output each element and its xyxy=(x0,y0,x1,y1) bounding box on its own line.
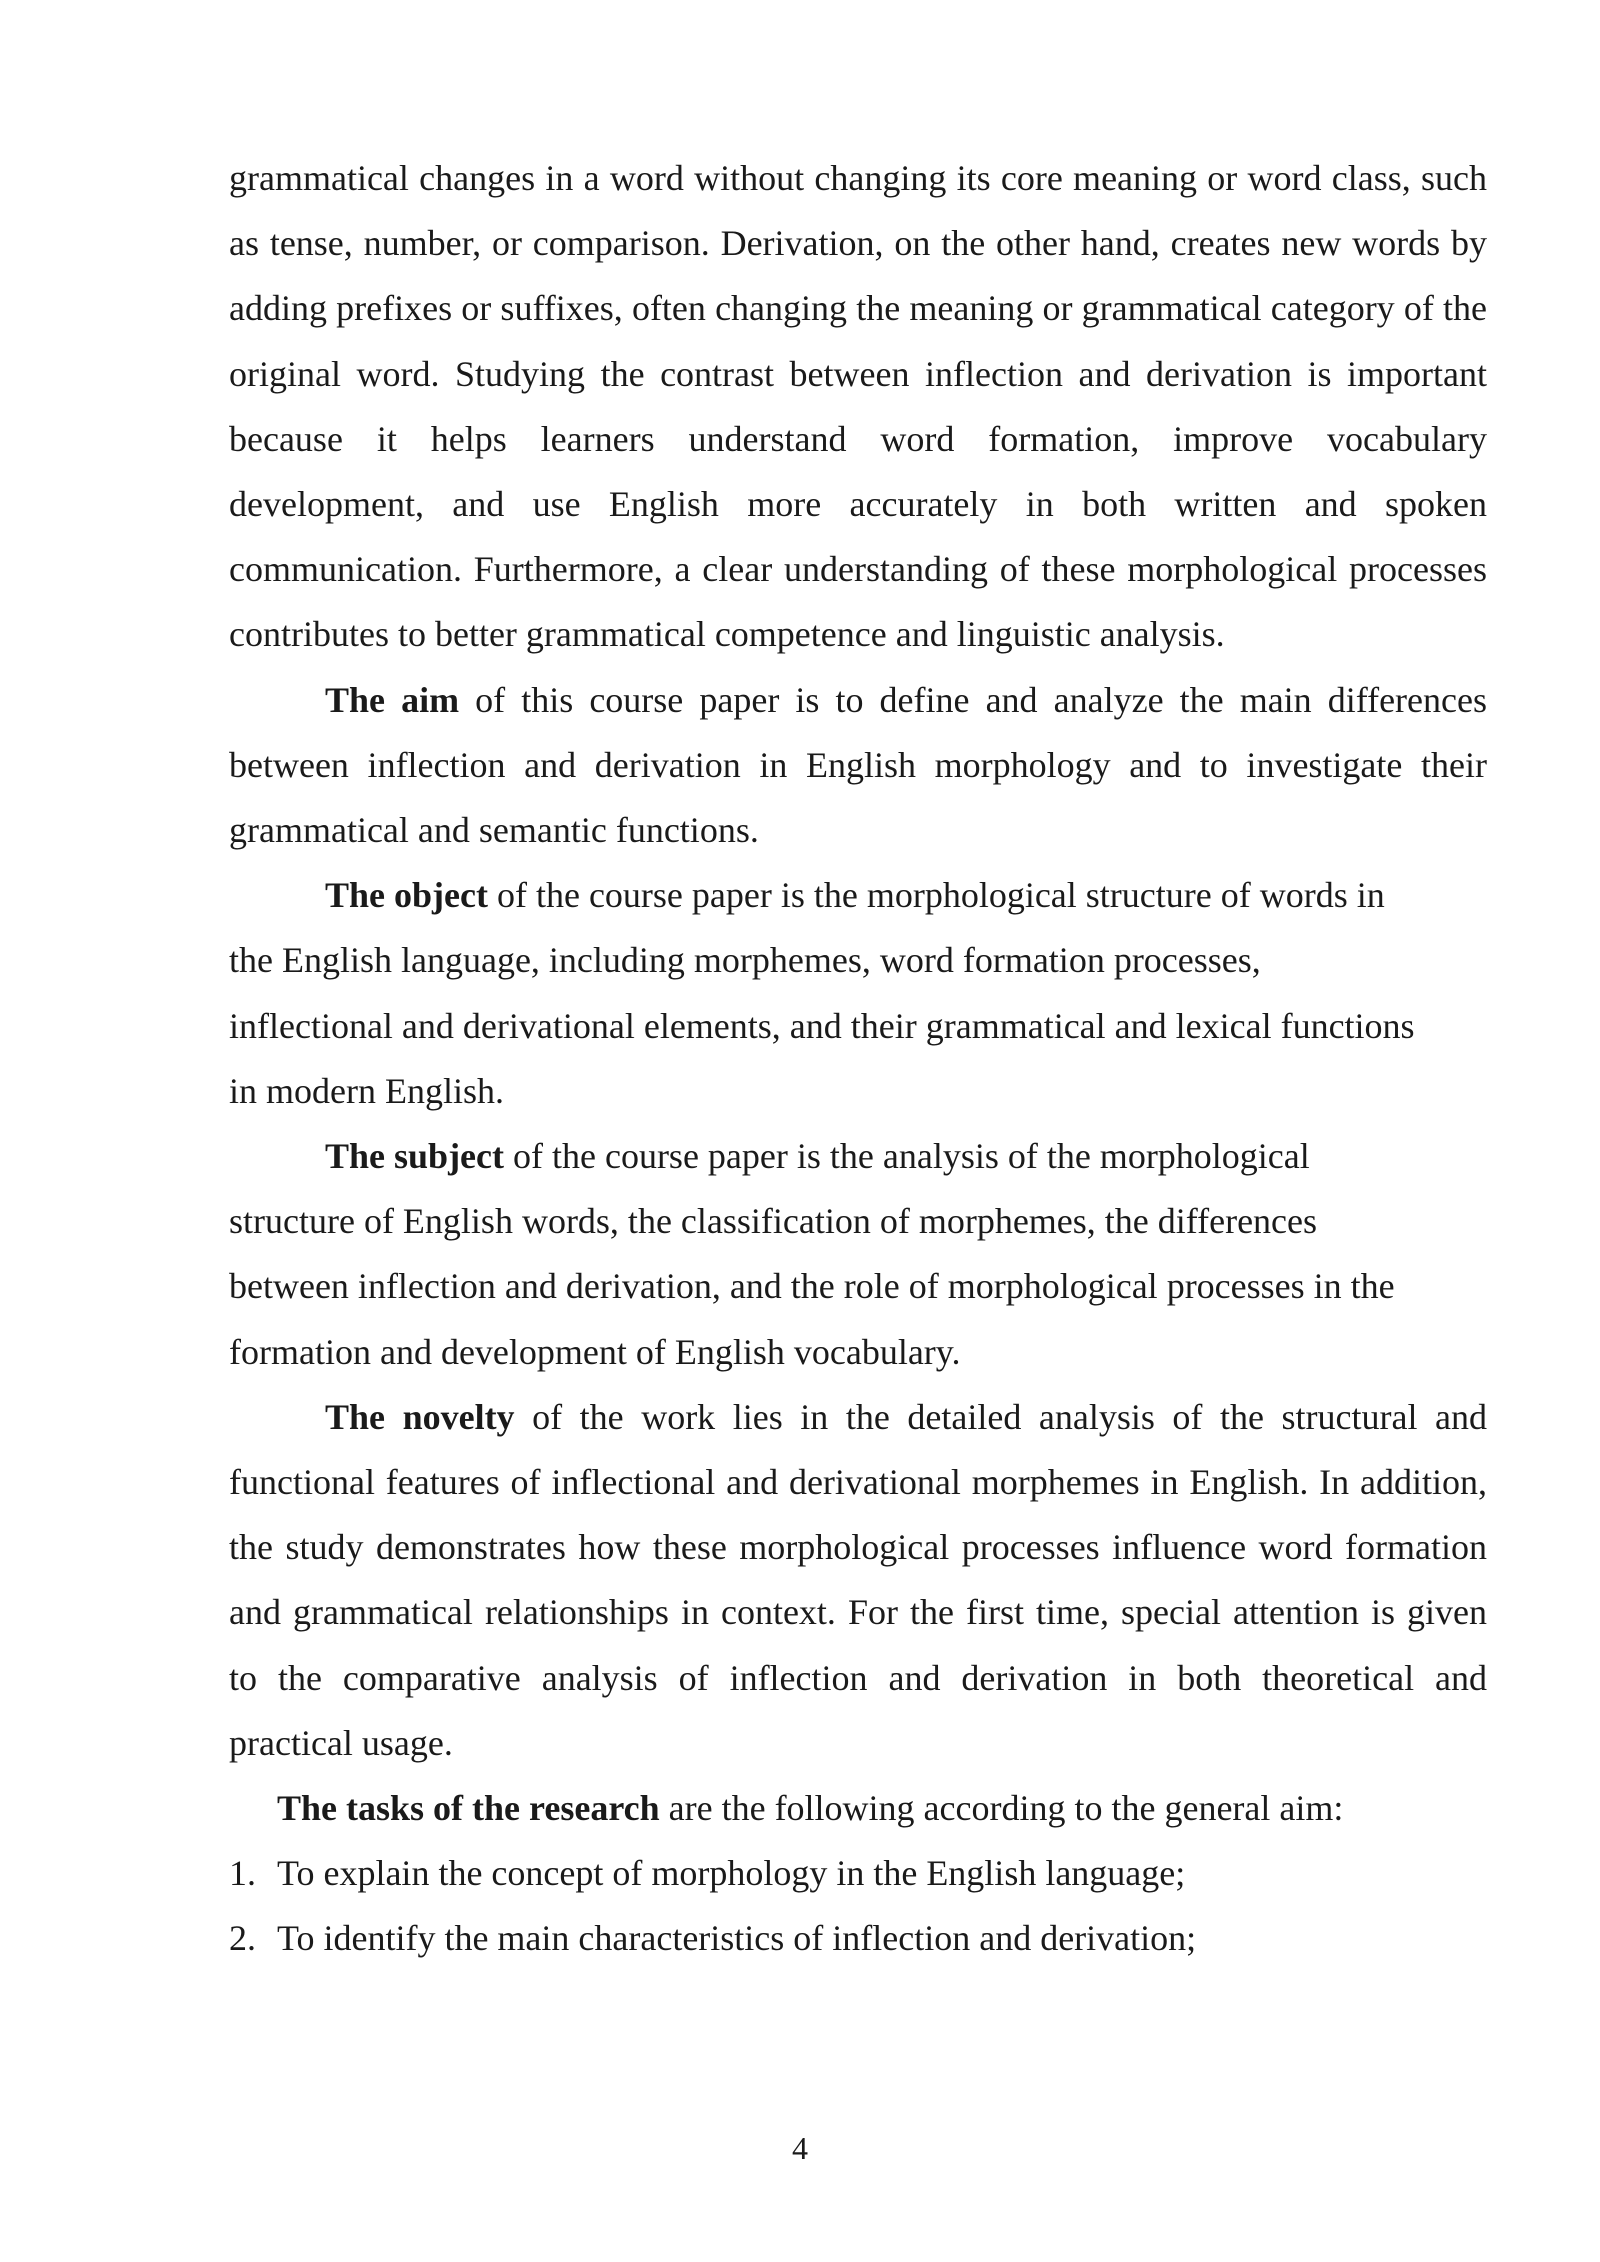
tasks-label: The tasks of the research xyxy=(277,1788,660,1829)
novelty-text: of the work lies in the detailed analysis of the structural and functional features of inflectional and derivational morphemes in English. In addition, the study demonstrates how these morphological processes influence word formation and grammatical relationships in context. For the first time, special attention is given to the comparative analysis of inflection and derivation in both theoretical and practical usage. xyxy=(229,1396,1487,1763)
novelty-label: The novelty xyxy=(325,1396,515,1437)
object-text-line: the English language, including morphemes, word formation processes, xyxy=(229,940,1261,981)
novelty-paragraph xyxy=(229,1385,1487,1776)
aim-label: The aim xyxy=(325,679,460,720)
subject-text-line: between inflection and derivation, and the role of morphological processes in the xyxy=(229,1266,1395,1307)
object-paragraph xyxy=(229,863,1487,1124)
object-text-line: inflectional and derivational elements, and their grammatical and lexical functions xyxy=(229,1005,1415,1046)
aim-paragraph xyxy=(229,668,1487,864)
object-label: The object xyxy=(325,875,488,916)
list-item xyxy=(229,1841,1487,1906)
aim-text: of this course paper is to define and analyze the main differences between inflection and derivation in English morphology and to investigate their grammatical and semantic functions. xyxy=(229,679,1487,851)
list-item xyxy=(229,1906,1487,1971)
page-body xyxy=(229,146,1487,1972)
intro-continuation-paragraph: grammatical changes in a word without changing its core meaning or word class, such as tense, number, or comparison. Derivation, on the other hand, creates new words by adding prefixes or suffixes, often changing the meaning or grammatical category of the original word. Studying the contrast between inflection and derivation is important because it helps learners understand word formation, improve vocabulary development, and use English more accurately in both written and spoken communication. Furthermore, a clear understanding of these morphological processes contributes to better grammatical competence and linguistic analysis. xyxy=(229,158,1487,655)
subject-text-line: of the course paper is the analysis of the morphological xyxy=(504,1136,1310,1177)
subject-text-line: structure of English words, the classification of morphemes, the differences xyxy=(229,1201,1318,1242)
tasks-intro-text: are the following according to the general aim: xyxy=(659,1788,1344,1829)
object-text-line: in modern English. xyxy=(229,1070,504,1111)
subject-text-line: formation and development of English vocabulary. xyxy=(229,1331,961,1372)
subject-label: The subject xyxy=(325,1136,504,1177)
tasks-intro-paragraph xyxy=(229,1776,1487,1841)
list-item-number: 2. xyxy=(229,1918,256,1959)
object-text-line: of the course paper is the morphological structure of words in xyxy=(487,875,1385,916)
tasks-list xyxy=(229,1841,1487,1971)
list-item-number: 1. xyxy=(229,1853,256,1894)
list-item-text: To identify the main characteristics of inflection and derivation; xyxy=(277,1918,1197,1959)
page-number: 4 xyxy=(792,2130,808,2166)
list-item-text: To explain the concept of morphology in the English language; xyxy=(277,1853,1186,1894)
subject-paragraph xyxy=(229,1124,1487,1385)
